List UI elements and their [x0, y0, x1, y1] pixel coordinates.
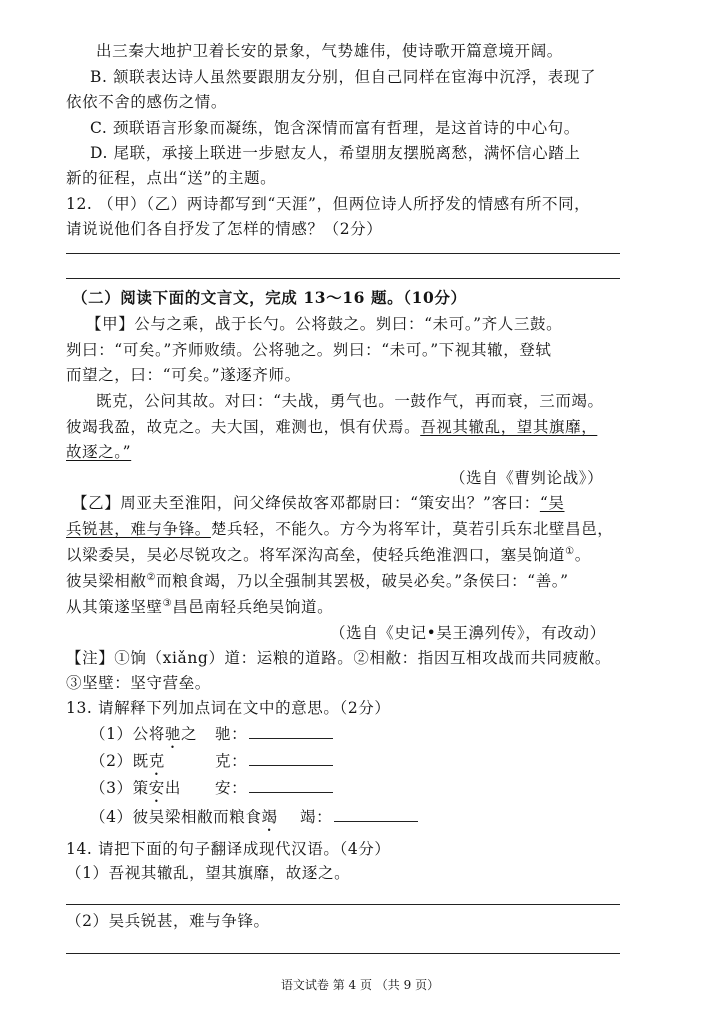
- underlined-sentence-jia: 吾视其辙乱，望其旗靡，: [420, 418, 598, 436]
- passage-yi-line2-text: 楚兵轻，不能久。方今为将军计，莫若引兵东北壁昌邑，: [210, 520, 614, 538]
- q11-option-c: C. 颈联语言形象而凝练，饱含深情而富有哲理，是这首诗的中心句。: [90, 119, 580, 137]
- q13-item-1-pre: 公将: [132, 725, 165, 743]
- q12-answer-line-1[interactable]: [66, 253, 620, 254]
- passage-jia-source: （选自《曹刿论战》）: [450, 469, 604, 487]
- passage-yi-line3: [66, 544, 591, 566]
- q13-item-3-answer: [215, 777, 333, 799]
- q11-option-a-continued: 出三秦大地护卫着长安的景象，气势雄伟，使诗歌开篇意境开阔。: [96, 42, 563, 60]
- q13-item-2-word: 克：: [215, 752, 248, 770]
- passage-jia-line5: [66, 416, 597, 438]
- q14-stem: 14. 请把下面的句子翻译成现代汉语。（4分）: [66, 840, 391, 858]
- q13-item-1-answer: [215, 723, 333, 745]
- q12-answer-line-2[interactable]: [66, 278, 620, 279]
- q13-stem: 13. 请解释下列加点词在文中的意思。（2分）: [66, 699, 391, 717]
- underlined-sentence-yi-start: “吴: [539, 494, 565, 512]
- q13-item-4: [90, 806, 278, 835]
- q13-item-1-post: 之: [180, 725, 198, 743]
- passage-yi-line3-end: 。: [574, 546, 591, 564]
- q13-item-2-answer: [215, 750, 333, 772]
- q14-answer-line-1[interactable]: [66, 904, 620, 905]
- passage-yi-line5-text-b: 昌邑南轻兵绝吴饷道。: [172, 598, 334, 616]
- q13-item-3-number: （3）: [90, 779, 133, 797]
- passage-yi-line2: [66, 518, 613, 540]
- q13-item-4-number: （4）: [90, 808, 133, 826]
- passage-jia-line2: 刿曰：“可矣。”齐师败绩。公将驰之。刿曰：“未可。”下视其辙，登轼: [66, 341, 552, 359]
- q14-sentence-2: （2）吴兵锐甚，难与争锋。: [66, 912, 270, 930]
- q13-item-3-word: 安：: [215, 779, 248, 797]
- q13-item-3-blank[interactable]: [249, 777, 333, 793]
- q13-item-2: [90, 750, 165, 779]
- q13-item-2-pre: 既: [132, 752, 149, 770]
- passage-yi-line1: [72, 492, 564, 514]
- q13-item-1-dotted-word: 驰: [164, 725, 181, 743]
- q13-item-4-word: 竭：: [300, 808, 333, 826]
- underlined-sentence-jia-end: 故逐之。”: [66, 443, 132, 461]
- q13-item-2-blank[interactable]: [249, 750, 333, 766]
- passage-yi-source: （选自《史记•吴王濞列传》，有改动）: [330, 624, 606, 642]
- q12-stem-line2: 请说说他们各自抒发了怎样的情感？（2分）: [66, 220, 383, 238]
- q12-stem-line1: 12. （甲）（乙）两诗都写到“天涯”，但两位诗人所抒发的情感有所不同，: [66, 195, 591, 213]
- q13-item-4-blank[interactable]: [334, 806, 418, 822]
- underlined-sentence-yi: 兵锐甚，难与争锋。: [66, 520, 211, 538]
- q11-option-b-line1: B. 颔联表达诗人虽然要跟朋友分别，但自己同样在宦海中沉浮，表现了: [90, 68, 597, 86]
- q13-item-2-dotted-word: 克: [148, 752, 165, 770]
- q14-answer-line-2[interactable]: [66, 953, 620, 954]
- passage-jia-line5-text: 彼竭我盈，故克之。夫大国，难测也，惧有伏焉。: [66, 418, 421, 436]
- q13-item-4-dotted-word: 竭: [261, 808, 278, 826]
- passage-yi-line4-text-b: 而粮食竭，乃以全强制其罢极，破吴必矣。”条侯曰：“善。”: [156, 572, 569, 590]
- q13-item-3: [90, 777, 181, 806]
- passage-yi-line4-text-a: 彼吴梁相敝: [66, 572, 147, 590]
- q13-item-1-number: （1）: [90, 725, 133, 743]
- passage-jia-line6: [66, 441, 131, 463]
- footnote-marker-1: ①: [565, 545, 575, 557]
- q13-item-3-pre: 策: [132, 779, 149, 797]
- q13-item-3-post: 出: [164, 779, 181, 797]
- passage-jia-line4: 既克，公问其故。对曰：“夫战，勇气也。一鼓作气，再而衰，三而竭。: [96, 392, 604, 410]
- q11-option-d-line1: D. 尾联，承接上联进一步慰友人，希望朋友摆脱离愁，满怀信心踏上: [90, 144, 581, 162]
- q14-sentence-1: （1）吾视其辙乱，望其旗靡，故逐之。: [66, 864, 351, 882]
- passage-yi-line5: [66, 596, 333, 618]
- q13-item-1-word: 驰：: [215, 725, 248, 743]
- passage-jia-line3: 而望之，曰：“可矣。”遂逐齐师。: [66, 366, 301, 384]
- passage-yi-line4: [66, 570, 569, 592]
- q11-option-b-line2: 依依不舍的感伤之情。: [66, 93, 228, 111]
- passage-yi-line5-text-a: 从其策遂坚壁: [66, 598, 163, 616]
- q13-item-2-number: （2）: [90, 752, 133, 770]
- notes-line1: 【注】①饷（xiǎng）道：运粮的道路。②相敝：指因互相攻战而共同疲敝。: [66, 649, 611, 667]
- q13-item-3-dotted-word: 安: [148, 779, 165, 797]
- footnote-marker-2: ②: [146, 571, 157, 583]
- q13-item-4-answer: [300, 806, 418, 828]
- q13-item-1: [90, 723, 197, 752]
- page-footer: 语文试卷 第 4 页 （共 9 页）: [280, 978, 440, 992]
- passage-yi-line3-text: 以梁委吴，吴必尽锐攻之。将军深沟高垒，使轻兵绝淮泗口，塞吴饷道: [66, 546, 566, 564]
- q13-item-4-pre: 彼吴梁相敝而粮食: [132, 808, 262, 826]
- footnote-marker-3: ③: [162, 597, 173, 609]
- passage-jia-line1: 【甲】公与之乘，战于长勺。公将鼓之。刿曰：“未可。”齐人三鼓。: [86, 315, 563, 333]
- notes-line2: ③坚壁：坚守营垒。: [66, 674, 211, 692]
- section-2-heading: （二）阅读下面的文言文，完成 13～16 题。（10分）: [72, 288, 467, 307]
- passage-yi-line1-text: 【乙】周亚夫至淮阳，问父绛侯故客邓都尉曰：“策安出？”客曰：: [72, 494, 540, 512]
- q11-option-d-line2: 新的征程，点出“送”的主题。: [66, 169, 277, 187]
- q13-item-1-blank[interactable]: [249, 723, 333, 739]
